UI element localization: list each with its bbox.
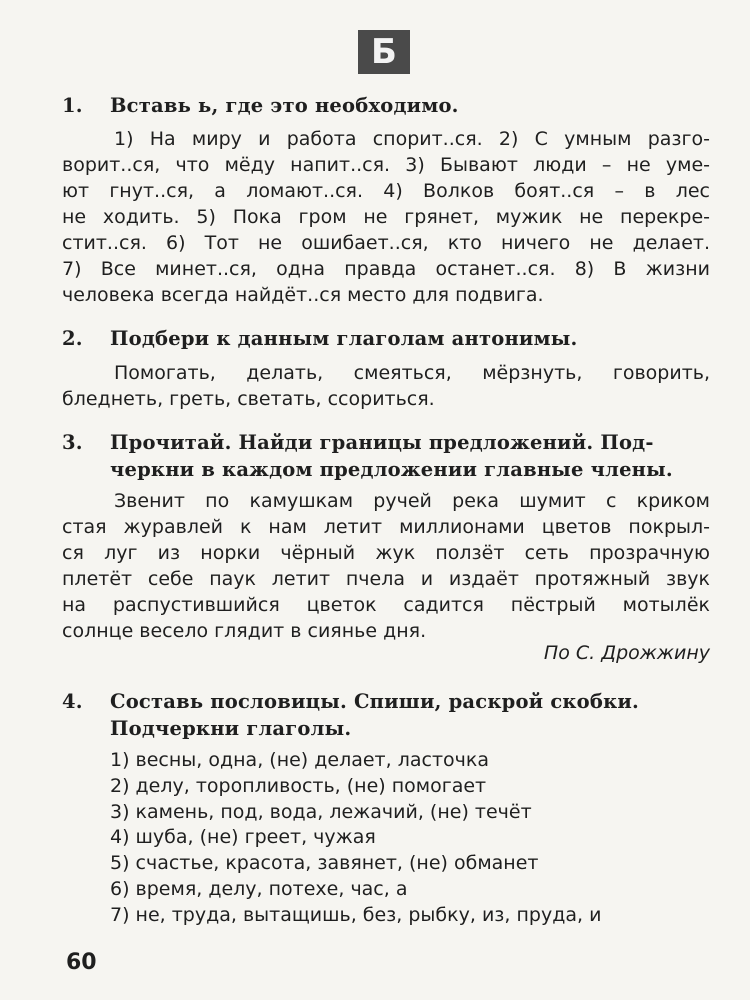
page-number: 60	[66, 950, 97, 975]
task-1-title	[62, 92, 459, 119]
task-3-heading-line: Прочитай. Найди границы предложений. Под-	[110, 431, 654, 454]
task-4-list	[110, 748, 601, 929]
list-item: 2) делу, торопливость, (не) помогает	[110, 774, 487, 797]
task-3-title	[62, 429, 673, 483]
task-1-line: 1) На миру и работа спорит..ся. 2) С умным разго-	[114, 128, 710, 150]
task-3-line: стая журавлей к нам летит миллионами цветов покрыл-	[62, 516, 710, 538]
task-1-line: не ходить. 5) Пока гром не грянет, мужик не перекре-	[62, 206, 710, 228]
task-1-heading: Вставь ь, где это необходимо.	[110, 94, 459, 117]
task-3-line: солнце весело глядит в сиянье дня.	[62, 620, 427, 642]
task-1-line: стит..ся. 6) Тот не ошибает..ся, кто ничего не делает.	[62, 232, 710, 254]
task-1-line: 7) Все минет..ся, одна правда останет..ся. 8) В жизни	[62, 258, 710, 280]
task-4-title	[62, 688, 639, 742]
list-item: 1) весны, одна, (не) делает, ласточка	[110, 749, 489, 771]
variant-badge: Б	[358, 30, 410, 74]
task-2-heading: Подбери к данным глаголам антонимы.	[110, 327, 578, 350]
task-3-text	[62, 488, 710, 644]
task-2-line: Помогать, делать, смеяться, мёрзнуть, говорить,	[114, 362, 710, 384]
task-3-line: Звенит по камушкам ручей река шумит с криком	[114, 490, 710, 512]
list-item: 3) камень, под, вода, лежачий, (не) течёт	[110, 800, 532, 823]
task-1-line: ворит..ся, что мёду напит..ся. 3) Бывают люди – не уме-	[62, 154, 710, 176]
task-1-text	[62, 126, 710, 308]
task-3-author: По С. Дрожжину	[543, 642, 710, 664]
task-1-line: ют гнут..ся, а ломают..ся. 4) Волков боят..ся – в лес	[62, 180, 710, 202]
task-2-line: бледнеть, греть, светать, ссориться.	[62, 388, 435, 410]
list-item: 7) не, труда, вытащишь, без, рыбку, из, пруда, и	[110, 903, 602, 926]
task-4-number: 4.	[62, 690, 83, 713]
task-2-number: 2.	[62, 327, 83, 350]
task-3-line: плетёт себе паук летит пчела и издаёт протяжный звук	[62, 568, 710, 590]
task-3-line: на распустившийся цветок садится пёстрый мотылёк	[62, 594, 710, 616]
task-1-line: человека всегда найдёт..ся место для подвига.	[62, 284, 544, 306]
list-item: 6) время, делу, потехе, час, а	[110, 877, 408, 900]
task-4-heading-line: Подчеркни глаголы.	[110, 717, 352, 740]
task-2-title	[62, 325, 577, 352]
list-item: 5) счастье, красота, завянет, (не) обманет	[110, 852, 539, 875]
task-3-heading-line: черкни в каждом предложении главные члены.	[110, 458, 673, 481]
task-2-text	[62, 360, 710, 412]
task-3-line: ся луг из норки чёрный жук ползёт сеть прозрачную	[62, 542, 710, 564]
task-1-number: 1.	[62, 94, 83, 117]
list-item: 4) шуба, (не) греет, чужая	[110, 826, 376, 849]
task-3-number: 3.	[62, 431, 83, 454]
task-4-heading-line: Составь пословицы. Спиши, раскрой скобки.	[110, 690, 640, 713]
